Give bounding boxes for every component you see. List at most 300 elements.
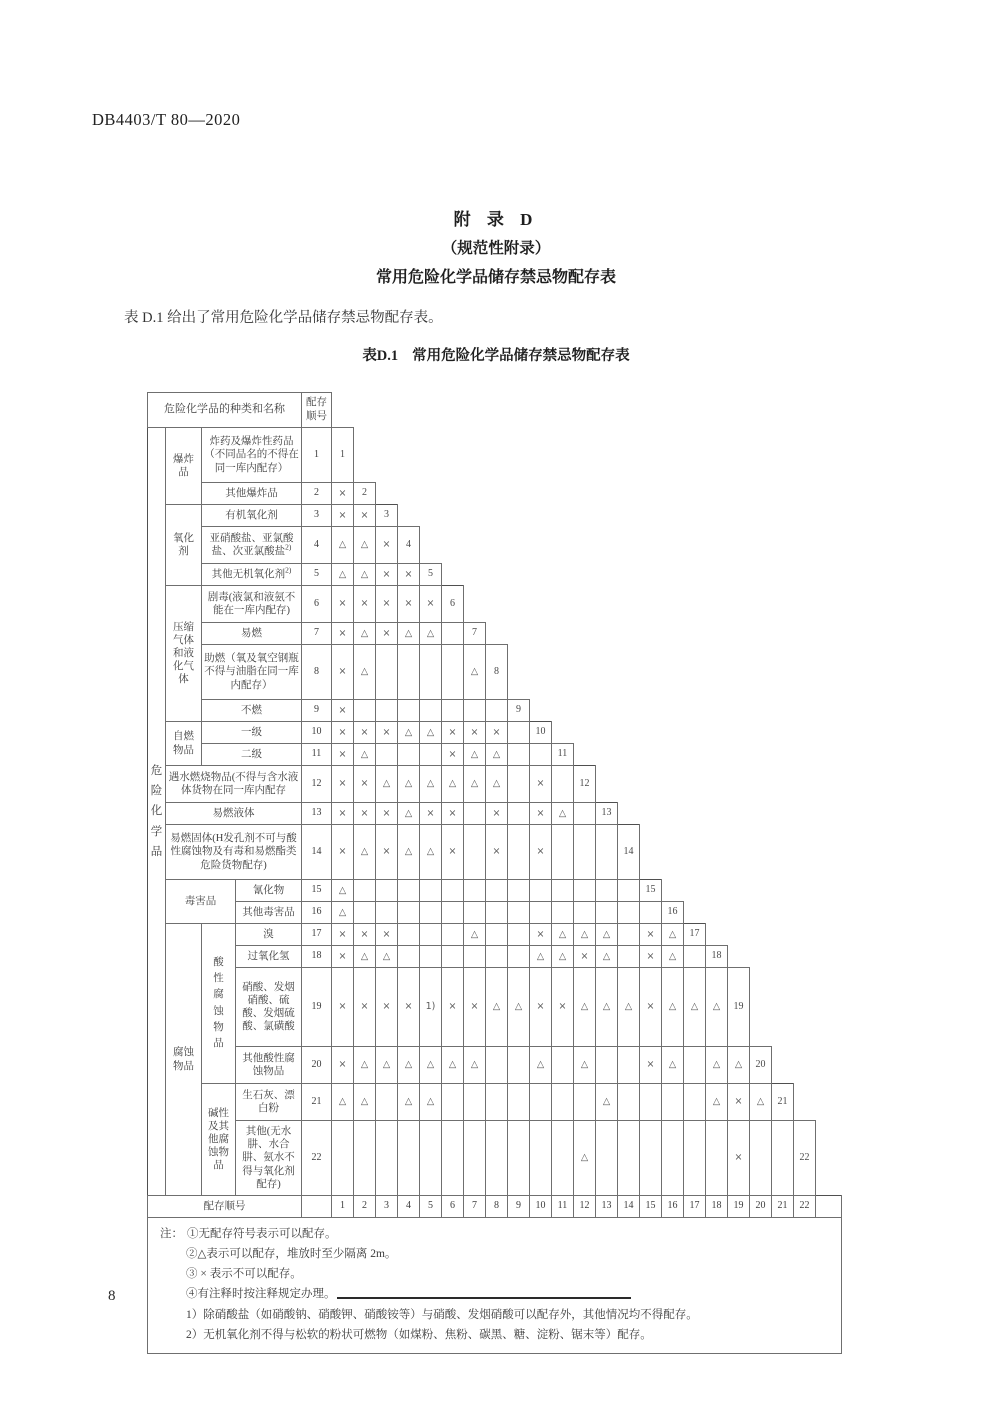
- matrix-cell: [618, 880, 640, 902]
- note-line: [160, 1305, 831, 1325]
- note-text: ②△表示可以配存，堆放时至少隔离 2m。: [186, 1248, 397, 1261]
- note-line: [160, 1224, 831, 1244]
- matrix-cell: ×: [530, 968, 552, 1047]
- matrix-cell: △: [596, 1084, 618, 1121]
- matrix-cell: [552, 902, 574, 924]
- category-cell: 腐蚀物品: [166, 924, 202, 1196]
- matrix-cell: [662, 1084, 684, 1121]
- matrix-cell: [772, 1121, 794, 1196]
- matrix-cell: △: [662, 968, 684, 1047]
- matrix-cell: [596, 1047, 618, 1084]
- matrix-cell: [618, 902, 640, 924]
- diagonal-number-cell: 7: [464, 623, 486, 645]
- footer-rule: [337, 1297, 631, 1299]
- notes-cell: [148, 1218, 842, 1354]
- matrix-cell: [684, 946, 706, 968]
- table-row: [148, 946, 842, 968]
- matrix-cell: △: [662, 1047, 684, 1084]
- matrix-cell: 1): [420, 968, 442, 1047]
- diagonal-number-cell: 2: [354, 483, 376, 505]
- note-reference: 2): [285, 565, 292, 575]
- matrix-cell: [530, 744, 552, 766]
- matrix-cell: ×: [354, 505, 376, 527]
- matrix-cell: [618, 924, 640, 946]
- matrix-cell: △: [552, 924, 574, 946]
- item-name-cell: 一级: [202, 722, 302, 744]
- sequence-number-cell: 14: [302, 825, 332, 880]
- matrix-cell: ×: [332, 722, 354, 744]
- matrix-cell: ×: [376, 586, 398, 623]
- matrix-cell: △: [574, 924, 596, 946]
- table-row: [148, 527, 842, 564]
- diagonal-number-cell: 16: [662, 902, 684, 924]
- matrix-cell: [442, 645, 464, 700]
- matrix-cell: △: [376, 766, 398, 803]
- matrix-cell: [508, 766, 530, 803]
- matrix-cell: [596, 825, 618, 880]
- matrix-cell: [552, 766, 574, 803]
- footer-number-cell: 19: [728, 1196, 750, 1218]
- matrix-cell: [552, 1084, 574, 1121]
- matrix-cell: △: [530, 1047, 552, 1084]
- matrix-cell: [508, 744, 530, 766]
- item-name-cell: 助燃（氧及氧空钢瓶不得与油脂在同一库内配存）: [202, 645, 302, 700]
- footer-number-cell: 9: [508, 1196, 530, 1218]
- matrix-cell: ×: [552, 968, 574, 1047]
- matrix-cell: [398, 924, 420, 946]
- matrix-cell: ×: [332, 645, 354, 700]
- matrix-cell: ×: [486, 722, 508, 744]
- table-row: [148, 803, 842, 825]
- matrix-cell: ×: [420, 803, 442, 825]
- sequence-number-cell: 15: [302, 880, 332, 902]
- diagonal-number-cell: 21: [772, 1084, 794, 1121]
- matrix-cell: ×: [332, 744, 354, 766]
- matrix-cell: ×: [376, 825, 398, 880]
- matrix-cell: ×: [530, 825, 552, 880]
- diagonal-number-cell: 22: [794, 1121, 816, 1196]
- matrix-cell: [618, 1121, 640, 1196]
- matrix-cell: ×: [332, 483, 354, 505]
- matrix-cell: △: [464, 1047, 486, 1084]
- matrix-cell: [464, 880, 486, 902]
- sequence-number-cell: 11: [302, 744, 332, 766]
- matrix-cell: [684, 1084, 706, 1121]
- table-container: [147, 392, 842, 1354]
- matrix-cell: ×: [332, 825, 354, 880]
- matrix-cell: [530, 1084, 552, 1121]
- matrix-cell: △: [398, 1084, 420, 1121]
- table-row: [148, 968, 842, 1047]
- sequence-number-cell: 2: [302, 483, 332, 505]
- matrix-cell: △: [596, 946, 618, 968]
- table-row: [148, 1047, 842, 1084]
- intro-paragraph: 表 D.1 给出了常用危险化学品储存禁忌物配存表。: [124, 310, 443, 326]
- matrix-cell: △: [750, 1084, 772, 1121]
- matrix-cell: [442, 946, 464, 968]
- matrix-cell: [508, 1047, 530, 1084]
- sequence-number-cell: 3: [302, 505, 332, 527]
- matrix-cell: △: [420, 1084, 442, 1121]
- matrix-cell: ×: [640, 946, 662, 968]
- matrix-cell: [464, 803, 486, 825]
- diagonal-number-cell: 8: [486, 645, 508, 700]
- matrix-cell: [332, 1121, 354, 1196]
- matrix-cell: ×: [398, 564, 420, 586]
- category-cell: 氧化剂: [166, 505, 202, 586]
- matrix-cell: [750, 1121, 772, 1196]
- matrix-cell: △: [486, 744, 508, 766]
- item-name-cell: 易燃液体: [166, 803, 302, 825]
- matrix-cell: [618, 1084, 640, 1121]
- item-name-cell: 二级: [202, 744, 302, 766]
- matrix-cell: [640, 902, 662, 924]
- sequence-number-cell: 1: [302, 428, 332, 483]
- matrix-cell: [442, 880, 464, 902]
- table-row: [148, 766, 842, 803]
- matrix-cell: △: [574, 1047, 596, 1084]
- matrix-cell: △: [596, 968, 618, 1047]
- table-row: [148, 564, 842, 586]
- matrix-cell: [464, 946, 486, 968]
- matrix-cell: [398, 700, 420, 722]
- sequence-number-cell: 16: [302, 902, 332, 924]
- matrix-cell: ×: [530, 803, 552, 825]
- table-row: [148, 825, 842, 880]
- matrix-cell: [486, 880, 508, 902]
- diagonal-number-cell: 13: [596, 803, 618, 825]
- matrix-cell: [442, 1084, 464, 1121]
- table-row: [148, 1084, 842, 1121]
- matrix-cell: [486, 1084, 508, 1121]
- notes-row: [148, 1218, 842, 1354]
- item-name-cell: 其他毒害品: [236, 902, 302, 924]
- matrix-cell: [464, 825, 486, 880]
- matrix-cell: ×: [376, 564, 398, 586]
- matrix-cell: ×: [728, 1121, 750, 1196]
- matrix-cell: ×: [376, 623, 398, 645]
- table-row: [148, 722, 842, 744]
- footer-number-cell: 18: [706, 1196, 728, 1218]
- matrix-cell: [420, 700, 442, 722]
- matrix-cell: [376, 645, 398, 700]
- matrix-cell: △: [398, 766, 420, 803]
- matrix-cell: ×: [376, 527, 398, 564]
- matrix-cell: ×: [530, 924, 552, 946]
- footer-number-cell: 20: [750, 1196, 772, 1218]
- footer-stub-cell: [816, 1196, 842, 1218]
- footer-number-cell: 7: [464, 1196, 486, 1218]
- matrix-cell: [464, 1121, 486, 1196]
- matrix-cell: [442, 623, 464, 645]
- matrix-cell: [486, 924, 508, 946]
- footer-number-cell: 5: [420, 1196, 442, 1218]
- matrix-cell: [354, 700, 376, 722]
- matrix-cell: △: [530, 946, 552, 968]
- item-name-cell: 炸药及爆炸性药品（不同品名的不得在同一库内配存）: [202, 428, 302, 483]
- matrix-cell: [442, 700, 464, 722]
- matrix-cell: [530, 1121, 552, 1196]
- matrix-cell: △: [332, 902, 354, 924]
- matrix-cell: [464, 1084, 486, 1121]
- note-line: [160, 1325, 831, 1345]
- sequence-number-cell: 8: [302, 645, 332, 700]
- matrix-cell: [596, 1121, 618, 1196]
- appendix-title: 附 录 D: [453, 210, 539, 229]
- subcategory-cell: 酸性腐蚀物品: [202, 924, 236, 1084]
- footer-number-cell: 12: [574, 1196, 596, 1218]
- table-row: [148, 428, 842, 483]
- matrix-cell: △: [354, 744, 376, 766]
- matrix-cell: △: [420, 722, 442, 744]
- matrix-cell: [354, 880, 376, 902]
- matrix-cell: [420, 744, 442, 766]
- matrix-cell: △: [464, 766, 486, 803]
- table-row: [148, 1121, 842, 1196]
- matrix-cell: △: [574, 968, 596, 1047]
- matrix-cell: △: [486, 766, 508, 803]
- matrix-cell: △: [552, 803, 574, 825]
- table-caption-number: 表D.1: [362, 348, 399, 364]
- sequence-number-cell: 22: [302, 1121, 332, 1196]
- matrix-cell: [508, 1084, 530, 1121]
- footer-number-cell: 17: [684, 1196, 706, 1218]
- matrix-cell: ×: [354, 722, 376, 744]
- matrix-cell: [442, 902, 464, 924]
- matrix-cell: [640, 1121, 662, 1196]
- matrix-cell: ×: [332, 505, 354, 527]
- appendix-subtitle: （规范性附录）: [441, 240, 551, 257]
- matrix-cell: ×: [486, 803, 508, 825]
- diagonal-number-cell: 14: [618, 825, 640, 880]
- footer-number-cell: 21: [772, 1196, 794, 1218]
- matrix-cell: ×: [464, 968, 486, 1047]
- diagonal-number-cell: 9: [508, 700, 530, 722]
- matrix-cell: △: [354, 946, 376, 968]
- footer-blank-cell: [302, 1196, 332, 1218]
- item-name-cell: 其他(无水肼、水合肼、氨水不得与氧化剂配存): [236, 1121, 302, 1196]
- diagonal-number-cell: 19: [728, 968, 750, 1047]
- table-row: [148, 744, 842, 766]
- sequence-number-cell: 7: [302, 623, 332, 645]
- matrix-cell: [464, 902, 486, 924]
- table-row: [148, 924, 842, 946]
- matrix-cell: △: [486, 968, 508, 1047]
- matrix-cell: [552, 825, 574, 880]
- standard-number: DB4403/T 80—2020: [92, 110, 241, 129]
- matrix-cell: ×: [332, 623, 354, 645]
- diagonal-number-cell: 12: [574, 766, 596, 803]
- table-row: [148, 902, 842, 924]
- matrix-cell: [618, 946, 640, 968]
- matrix-cell: ×: [398, 586, 420, 623]
- matrix-cell: [420, 1121, 442, 1196]
- matrix-cell: [640, 1084, 662, 1121]
- matrix-cell: △: [596, 924, 618, 946]
- matrix-cell: △: [420, 623, 442, 645]
- matrix-cell: △: [332, 527, 354, 564]
- matrix-cell: ×: [640, 968, 662, 1047]
- matrix-cell: ×: [376, 968, 398, 1047]
- matrix-cell: [530, 902, 552, 924]
- table-row: [148, 623, 842, 645]
- footer-label-cell: 配存顺号: [148, 1196, 302, 1218]
- corner-header-cell: 危险化学品的种类和名称: [148, 393, 302, 428]
- matrix-cell: [508, 825, 530, 880]
- matrix-cell: [684, 1121, 706, 1196]
- item-name-cell: 其他无机氧化剂$^{2)}$: [202, 564, 302, 586]
- item-name-cell: 易燃固体(H发孔剂不可与酸性腐蚀物及有毒和易燃酯类危险货物配存): [166, 825, 302, 880]
- sequence-number-cell: 5: [302, 564, 332, 586]
- matrix-cell: ×: [332, 700, 354, 722]
- matrix-cell: [574, 902, 596, 924]
- matrix-cell: ×: [354, 803, 376, 825]
- matrix-cell: ×: [332, 924, 354, 946]
- matrix-cell: [398, 902, 420, 924]
- matrix-cell: [508, 924, 530, 946]
- matrix-cell: [508, 902, 530, 924]
- item-name-cell: 氰化物: [236, 880, 302, 902]
- table-row: [148, 645, 842, 700]
- item-name-cell: 剧毒(液氯和液氨不能在一库内配存): [202, 586, 302, 623]
- matrix-cell: [574, 825, 596, 880]
- table-row: [148, 880, 842, 902]
- matrix-cell: ×: [728, 1084, 750, 1121]
- item-name-cell: 其他爆炸品: [202, 483, 302, 505]
- diagonal-number-cell: 5: [420, 564, 442, 586]
- matrix-cell: ×: [332, 766, 354, 803]
- matrix-cell: [376, 1084, 398, 1121]
- matrix-cell: △: [332, 564, 354, 586]
- sequence-number-cell: 4: [302, 527, 332, 564]
- matrix-cell: [530, 880, 552, 902]
- item-name-cell: 不燃: [202, 700, 302, 722]
- matrix-cell: [442, 924, 464, 946]
- footer-number-cell: 3: [376, 1196, 398, 1218]
- matrix-cell: [398, 946, 420, 968]
- matrix-cell: [486, 1121, 508, 1196]
- diagonal-number-cell: 1: [332, 428, 354, 483]
- item-name-cell: 溴: [236, 924, 302, 946]
- matrix-cell: [552, 1047, 574, 1084]
- matrix-cell: ×: [442, 825, 464, 880]
- footer-number-cell: 14: [618, 1196, 640, 1218]
- matrix-cell: △: [420, 1047, 442, 1084]
- note-text: 2）无机氧化剂不得与松软的粉状可燃物（如煤粉、焦粉、碳黑、糖、淀粉、锯末等）配存。: [186, 1328, 652, 1341]
- table-row: [148, 483, 842, 505]
- footer-number-cell: 22: [794, 1196, 816, 1218]
- matrix-cell: [398, 880, 420, 902]
- sequence-number-cell: 10: [302, 722, 332, 744]
- footer-number-cell: 16: [662, 1196, 684, 1218]
- note-line: [160, 1284, 831, 1304]
- matrix-cell: ×: [420, 586, 442, 623]
- sequence-header-cell: 配存顺号: [302, 393, 332, 428]
- matrix-cell: [574, 803, 596, 825]
- matrix-cell: [420, 645, 442, 700]
- matrix-cell: △: [398, 803, 420, 825]
- matrix-cell: [508, 722, 530, 744]
- note-reference: 2): [285, 542, 292, 552]
- sequence-number-cell: 13: [302, 803, 332, 825]
- matrix-cell: ×: [398, 968, 420, 1047]
- matrix-cell: △: [464, 924, 486, 946]
- matrix-cell: △: [508, 968, 530, 1047]
- matrix-cell: △: [354, 1047, 376, 1084]
- matrix-cell: ×: [332, 1047, 354, 1084]
- subcategory-cell: 碱性及其他腐蚀物品: [202, 1084, 236, 1196]
- matrix-cell: ×: [376, 803, 398, 825]
- matrix-cell: ×: [354, 586, 376, 623]
- matrix-cell: [486, 1047, 508, 1084]
- matrix-cell: △: [464, 744, 486, 766]
- matrix-cell: △: [574, 1121, 596, 1196]
- diagonal-number-cell: 17: [684, 924, 706, 946]
- matrix-cell: [376, 902, 398, 924]
- matrix-cell: [376, 1121, 398, 1196]
- footer-number-cell: 10: [530, 1196, 552, 1218]
- footer-number-cell: 8: [486, 1196, 508, 1218]
- matrix-cell: [486, 700, 508, 722]
- matrix-cell: [398, 645, 420, 700]
- matrix-cell: △: [618, 968, 640, 1047]
- sequence-number-cell: 9: [302, 700, 332, 722]
- matrix-cell: △: [706, 1084, 728, 1121]
- sequence-number-cell: 17: [302, 924, 332, 946]
- matrix-cell: ×: [442, 744, 464, 766]
- matrix-cell: △: [398, 1047, 420, 1084]
- matrix-cell: [508, 880, 530, 902]
- matrix-cell: [464, 700, 486, 722]
- matrix-cell: △: [398, 722, 420, 744]
- matrix-cell: [376, 700, 398, 722]
- matrix-cell: △: [376, 946, 398, 968]
- item-name-cell: 硝酸、发烟硝酸、硫酸、发烟硫酸、氯磺酸: [236, 968, 302, 1047]
- matrix-cell: ×: [332, 803, 354, 825]
- footer-number-cell: 15: [640, 1196, 662, 1218]
- diagonal-number-cell: 4: [398, 527, 420, 564]
- matrix-cell: ×: [376, 924, 398, 946]
- category-cell: 毒害品: [166, 880, 236, 924]
- category-cell: 爆炸品: [166, 428, 202, 505]
- matrix-cell: [684, 1047, 706, 1084]
- matrix-cell: [442, 1121, 464, 1196]
- hazard-class-vertical-label: 危 险 化 学 品: [148, 428, 166, 1196]
- matrix-cell: [420, 946, 442, 968]
- matrix-cell: △: [354, 527, 376, 564]
- sequence-number-cell: 20: [302, 1047, 332, 1084]
- footer-number-cell: 6: [442, 1196, 464, 1218]
- matrix-cell: [508, 946, 530, 968]
- matrix-cell: △: [706, 968, 728, 1047]
- matrix-cell: [552, 880, 574, 902]
- matrix-cell: ×: [332, 586, 354, 623]
- footer-number-cell: 13: [596, 1196, 618, 1218]
- matrix-cell: ×: [486, 825, 508, 880]
- footer-number-cell: 2: [354, 1196, 376, 1218]
- note-text: ①无配存符号表示可以配存。: [187, 1228, 337, 1240]
- matrix-cell: △: [354, 645, 376, 700]
- category-cell: 压缩气体和液化气体: [166, 586, 202, 722]
- sequence-number-cell: 21: [302, 1084, 332, 1121]
- matrix-cell: [574, 880, 596, 902]
- matrix-cell: △: [398, 623, 420, 645]
- matrix-cell: △: [332, 880, 354, 902]
- matrix-cell: ×: [640, 1047, 662, 1084]
- matrix-cell: [398, 744, 420, 766]
- matrix-cell: ×: [574, 946, 596, 968]
- matrix-cell: △: [684, 968, 706, 1047]
